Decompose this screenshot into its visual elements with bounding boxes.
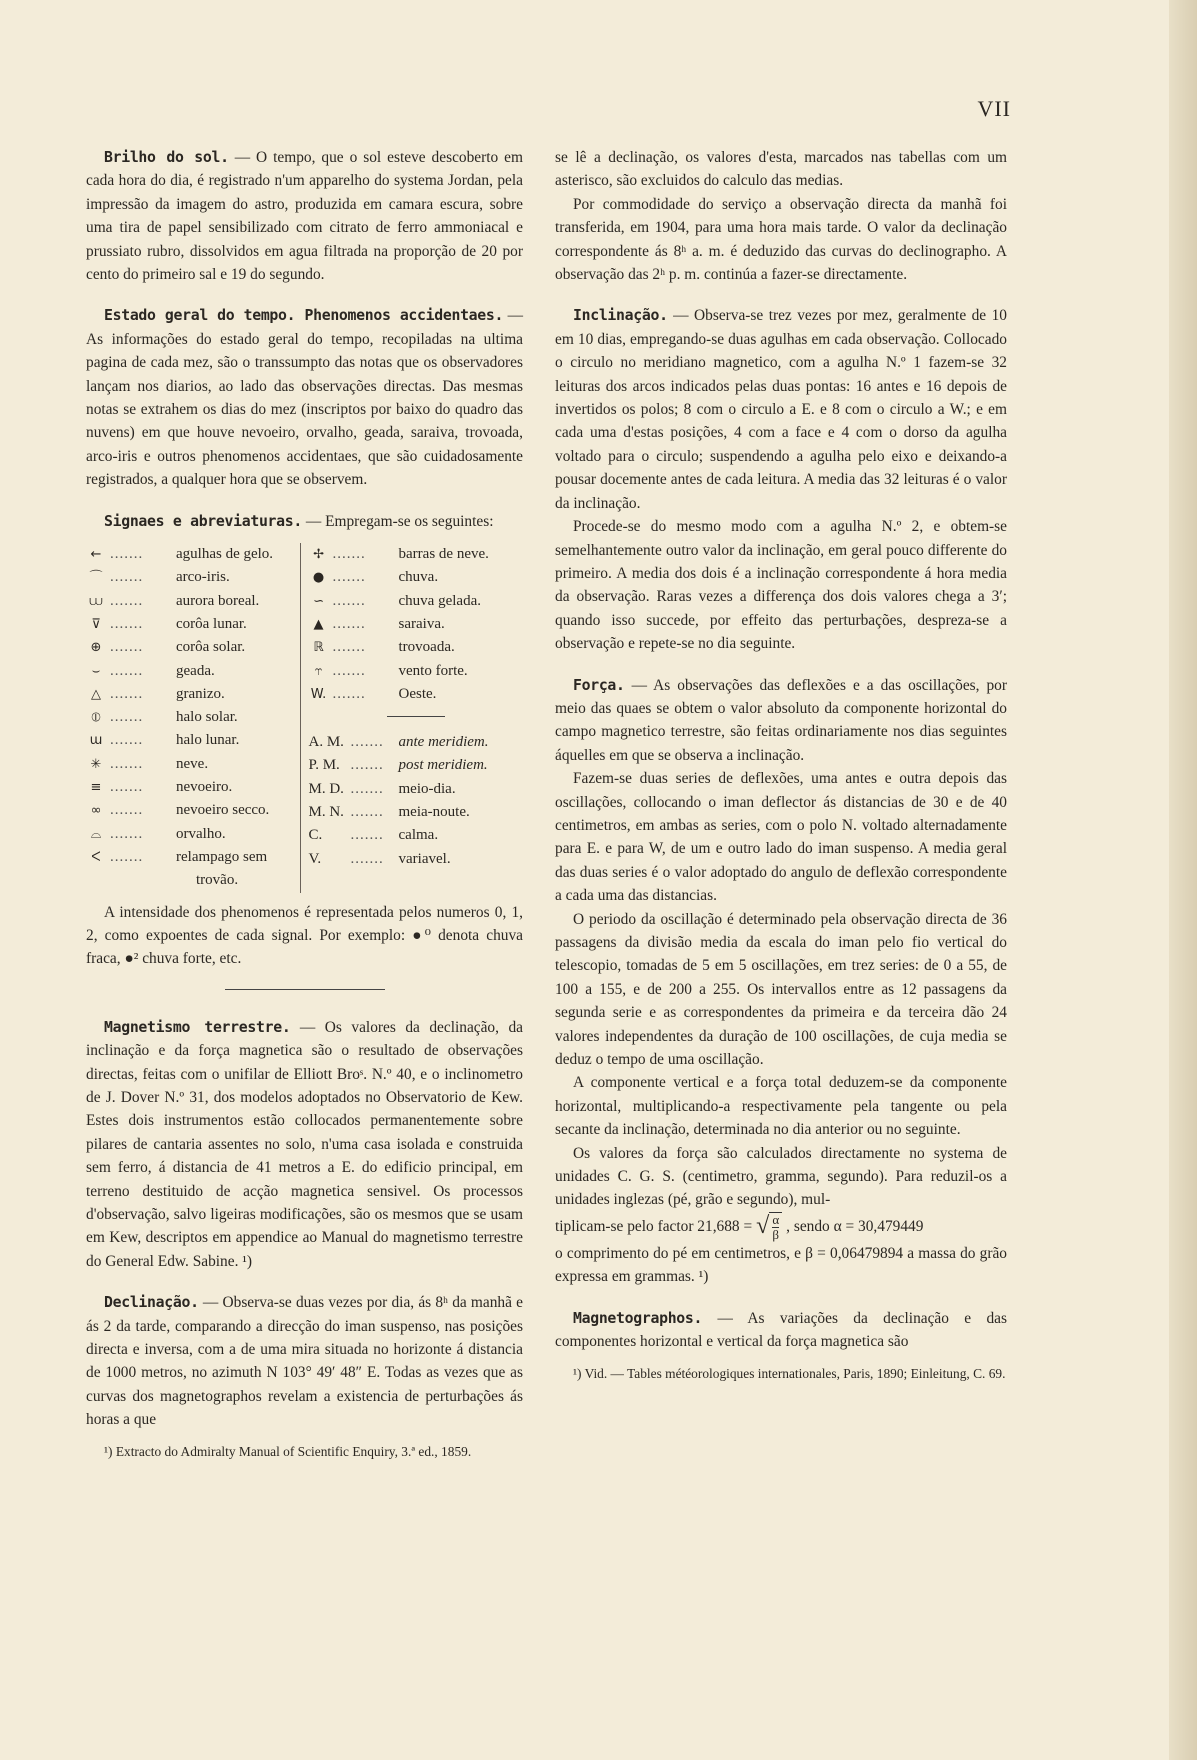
abbrev-row [309,778,523,801]
sign-symbol-icon: ɯ [89,733,103,749]
sign-symbol-icon: ⌣ [91,663,101,679]
section-divider [225,989,385,990]
sign-symbol-icon: ℝ [313,640,324,656]
left-column [86,146,523,1462]
sign-label: chuva gelada. [398,592,481,609]
sign-label-cont: trovão. [196,872,239,889]
sign-row [309,590,523,613]
leader-dots: ....... [110,662,144,679]
abbrev-row [309,731,523,754]
leader-dots: ....... [110,685,144,702]
paragraph-intensidade: A intensidade dos phenomenos é representada pelos numeros 0, 1, 2, como expoentes de cada signal. Por exemplo: ●⁰ denota chuva fraca, ●² chuva forte, etc. [86,903,523,968]
leader-dots: ....... [110,779,144,796]
sign-row [86,776,300,799]
sign-row [86,613,300,636]
text-estado: — As informações do estado geral do tempo, recopiladas na ultima pagina de cada mez, são o transsumpto das notas que os observadores lançam nos diarios, ao lado das observações directas. Das mesmas notas se extrahem os dias do mez (inscriptos por baixo do quadro das nuvens) em que houve nevoeiro, orvalho, geada, saraiva, trovoada, arco-iris e outros phenomenos accidentaes, que são cuidadosamente registrados, a qualquer hora que se observem. [86,307,523,489]
leader-dots: ....... [110,639,144,656]
text-forca: — As observações das deflexões e a das oscillações, por meio das quaes se obtem o valor absoluto da componente horizontal do campo magnetico terrestre, são feitas ordinariamente nos dias seguintes áquelles em que se observa a inclinação. [555,676,1007,764]
leader-dots: ....... [332,639,366,656]
abbrev: M. D. [308,780,344,797]
leader-dots: ....... [332,569,366,586]
text-magnetographos: — As variações da declinação e das componentes horizontal e vertical da força magnetica são [555,1309,1007,1351]
paragraph-forca-3: O periodo da oscillação é determinado pela observação directa de 36 passagens da divisão media da escala do iman pelo fio vertical do telescopio, tomadas de 5 em 5 oscillações, em trez series: de 0 a 55, de 100 a 155, e de 200 a 255. Os intervallos entre as 12 passagens da segunda serie e as correspondentes da primeira e da terceira dão 24 valores independentes da duração de 100 oscillações, de cuja media se deduz o tempo de uma oscillação. [555,910,1007,1069]
sign-label: saraiva. [398,615,445,632]
sign-symbol-icon: ≡ [90,780,102,796]
sign-symbol-icon: ⊽ [91,616,101,632]
paragraph-forca-2: Fazem-se duas series de deflexões, uma antes e outra depois das oscillações, collocando o iman deflector ás distancias de 30 e de 40 centimetros, em ambas as series, com o polo N. voltado alternadamente para E. e para W, de um e outro lado do iman suspenso. A media geral das duas series é o valor adoptado do angulo de deflexão correspondente a cada uma das distancias. [555,770,1007,905]
abbrev-meaning: meio-dia. [398,780,456,797]
leader-dots: ....... [110,546,144,563]
sign-label: neve. [176,755,209,772]
leader-dots: ....... [350,734,384,751]
signs-table [86,543,523,892]
abbrev: P. M. [308,757,340,774]
sqrt-symbol: √ $\frac{\alpha}{\beta}$ [756,1212,782,1242]
sign-row [86,706,300,729]
sign-row [86,660,300,683]
heading-estado: Estado geral do tempo. Phenomenos accidentaes. [104,307,504,325]
sign-symbol-icon: ← [90,547,102,563]
heading-forca: Força. [573,676,625,694]
sign-symbol-icon: ⦶ [91,710,101,726]
paragraph-declinacao [86,1291,523,1431]
sign-label: corôa solar. [176,639,246,656]
sign-symbol-icon: ⌒ [89,570,103,586]
sign-symbol-icon: ⩊ [89,593,103,609]
sign-symbol-icon: ✢ [313,547,324,563]
heading-magnetographos: Magnetographos. [573,1309,703,1327]
footnote-right: ¹) Vid. — Tables météorologiques internationales, Paris, 1890; Einleitung, C. 69. [573,1365,1006,1381]
leader-dots: ....... [110,592,144,609]
sign-row [86,636,300,659]
paragraph-magnetismo [86,1016,523,1273]
leader-dots: ....... [350,757,384,774]
sign-label: Oeste. [398,685,437,702]
text-declinacao: — Observa-se duas vezes por dia, ás 8ʰ da manhã e ás 2 da tarde, comparando a direcção do iman suspenso, nas posições directa e inversa, com a de uma mira situada no horizonte á distancia de 1000 metros, no azimuth N 103° 49′ 48″ E. Todas as vezes que as curvas dos magnetographos revelam a existencia de perturbações ás horas a que [86,1294,523,1429]
text-brilho: — O tempo, que o sol esteve descoberto em cada hora do dia, é registrado n'um apparelho do systema Jordan, pela impressão da imagem do astro, produzida em camara escura, sobre uma tira de papel sensibilizado com citrato de ferro ammoniacal e prussiato rubro, dissolvidos em agua filtrada na proporção de 20 por cento do primeiro sal e 19 do segundo. [86,149,523,284]
leader-dots: ....... [110,732,144,749]
sign-row [86,823,300,846]
paragraph-signaes [86,510,523,533]
leader-dots: ....... [350,850,384,867]
sign-label: chuva. [398,569,439,586]
sign-symbol-icon: W. [310,686,327,702]
sign-label: geada. [176,662,215,679]
right-column [555,146,1007,1384]
sign-row [309,566,523,589]
abbrev: A. M. [308,734,344,751]
sign-row [309,636,523,659]
paragraph-inclinacao [555,304,1007,515]
divider [387,716,445,717]
sign-symbol-icon: ⌓ [90,826,102,842]
abbrev-meaning: meia-noute. [398,804,470,821]
sign-symbol-icon: ▲ [313,616,324,632]
footnote-left: ¹) Extracto do Admiralty Manual of Scientific Enquiry, 3.ª ed., 1859. [104,1443,472,1459]
abbrev-meaning: ante meridiem. [398,734,489,751]
leader-dots: ....... [110,755,144,772]
paragraph-forca-5: Os valores da força são calculados directamente no systema de unidades C. G. S. (centimetro, gramma, segundo). Para reduzil-os a unidades inglezas (pé, grão e segundo), mul- [555,1144,1007,1209]
abbrev-row [309,848,523,871]
paragraph-estado [86,304,523,491]
page-edge [1169,0,1197,1760]
leader-dots: ....... [332,592,366,609]
leader-dots: ....... [110,569,144,586]
sign-row [86,846,300,869]
paragraph-inclinacao-2: Procede-se do mesmo modo com a agulha N.º 2, e obtem-se semelhantemente outro valor da inclinação, em geral pouco differente do primeiro. A media dos dois é a inclinação correspondente á hora media da observação. Raras vezes a differença dos dois valores chega a 3′; quando isso succede, por effeito das perturbações, despreza-se a observação e repete-se no dia seguinte. [555,518,1007,653]
sign-label: halo lunar. [176,732,240,749]
paragraph-magnetographos [555,1307,1007,1354]
fraction-denominator: β [772,1226,780,1242]
abbrev-row [309,801,523,824]
formula-line [555,1212,1007,1242]
sign-row-cont [86,869,300,892]
sign-row [309,660,523,683]
leader-dots: ....... [110,848,144,865]
text-magnetismo: — Os valores da declinação, da inclinação e da força magnetica são o resultado de observações directas, feitas com o unifilar de Elliott Broˢ. N.º 40, e o inclinometro de J. Dover N.º 31, dos modelos adoptados no Observatorio de Kew. Estes dois instrumentos estão collocados permanentemente sobre pilares de cantaria assentes no solo, n'uma casa isolada e construida sem ferro, á distancia de 41 metros a E. do edificio principal, em terreno destituido de acção magnetica sensivel. Os processos d'observação, salvo ligeiras modificações, são os mesmos que se usam em Kew, descriptos em appendice ao Manual do magnetismo terrestre do General Edw. Sabine. ¹) [86,1018,523,1270]
sign-symbol-icon: ✳ [90,756,102,772]
leader-dots: ....... [350,804,384,821]
abbrev-row [309,824,523,847]
heading-magnetismo: Magnetismo terrestre. [104,1018,291,1036]
sign-symbol-icon: ∞ [90,803,102,819]
abbrev: M. N. [308,804,344,821]
sign-row [86,683,300,706]
leader-dots: ....... [350,827,384,844]
sign-symbol-icon: ⊕ [90,640,102,656]
sign-symbol-icon: △ [91,686,101,702]
sign-label: agulhas de gelo. [176,546,274,563]
abbrev: V. [308,850,322,867]
sign-row [309,683,523,706]
leader-dots: ....... [350,780,384,797]
sign-row [86,799,300,822]
sign-label: corôa lunar. [176,615,247,632]
heading-inclinacao: Inclinação. [573,307,668,325]
leader-dots: ....... [332,615,366,632]
sign-label: halo solar. [176,709,238,726]
sign-row [86,753,300,776]
sign-symbol-icon: ∽ [313,593,324,609]
sign-label: nevoeiro. [176,779,233,796]
signs-left-column [86,543,300,892]
abbrev: C. [308,827,323,844]
leader-dots: ....... [332,685,366,702]
paragraph-forca [555,674,1007,768]
sign-row [86,590,300,613]
paragraph-brilho [86,146,523,286]
fraction-numerator: α [772,1211,780,1227]
sign-row [86,543,300,566]
sign-label: orvalho. [176,825,226,842]
sign-row [309,613,523,636]
leader-dots: ....... [332,546,366,563]
sign-label: vento forte. [398,662,468,679]
paragraph-forca-4: A componente vertical e a força total deduzem-se da componente horizontal, multiplicando-a respectivamente pela tangente ou pela secante da inclinação, determinada no dia anterior ou no seguinte. [555,1074,1007,1139]
leader-dots: ....... [110,615,144,632]
sign-label: trovoada. [398,639,455,656]
sign-row [309,543,523,566]
leader-dots: ....... [110,802,144,819]
sign-symbol-icon: ● [312,570,325,586]
leader-dots: ....... [110,825,144,842]
sign-label: barras de neve. [398,546,489,563]
abbrev-meaning: post meridiem. [398,757,488,774]
heading-brilho: Brilho do sol. [104,149,229,166]
signs-right-column [300,543,523,892]
formula-prefix: tiplicam-se pelo factor 21,688 = [555,1218,753,1236]
abbrev-meaning: variavel. [398,850,451,867]
leader-dots: ....... [110,709,144,726]
sign-row [86,729,300,752]
text-inclinacao: — Observa-se trez vezes por mez, geralmente de 10 em 10 dias, empregando-se duas agulhas em cada observação. Collocado o circulo no meridiano magnetico, com a agulha N.º 1 fazem-se 32 leituras dos arcos indicados pelas duas pontas: 16 antes e 16 depois de invertidos os polos; 8 com o circulo a E. e 8 com o circulo a W.; e em cada uma d'estas posições, 4 com a face e 4 com o dorso da agulha voltado para o circulo; suspendendo a agulha pelo eixo e deixando-a pousar docemente antes de cada leitura. A media das 32 leituras é o valor da inclinação. [555,307,1007,512]
sign-symbol-icon: ᐸ [91,849,101,865]
page-number: VII [977,96,1011,121]
paragraph-r1: se lê a declinação, os valores d'esta, marcados nas tabellas com um asterisco, são excluidos do calculo das medias. [555,149,1007,190]
sign-row [86,566,300,589]
leader-dots: ....... [332,662,366,679]
sign-label: nevoeiro secco. [176,802,270,819]
sign-label: arco-iris. [176,569,230,586]
paragraph-r2: Por commodidade do serviço a observação directa da manhã foi transferida, em 1904, para uma hora mais tarde. O valor da declinação correspondente ás 8ʰ a. m. é deduzido das curvas do declinographo. A observação das 2ʰ p. m. continúa a fazer-se directamente. [555,195,1007,284]
heading-signaes: Signaes e abreviaturas. [104,512,302,530]
sign-label: relampago sem [176,848,268,865]
abbrev-row [309,754,523,777]
sign-label: granizo. [176,685,225,702]
sign-symbol-icon: ⥾ [314,663,323,679]
abbrev-meaning: calma. [398,827,439,844]
fraction [769,1212,782,1242]
text-signaes: — Empregam-se os seguintes: [302,512,494,530]
heading-declinacao: Declinação. [104,1294,199,1312]
formula-suffix: , sendo α = 30,479449 [786,1218,924,1236]
sign-label: aurora boreal. [176,592,260,609]
paragraph-forca-6: o comprimento do pé em centimetros, e β = 0,06479894 a massa do grão expressa em grammas. ¹) [555,1244,1007,1286]
